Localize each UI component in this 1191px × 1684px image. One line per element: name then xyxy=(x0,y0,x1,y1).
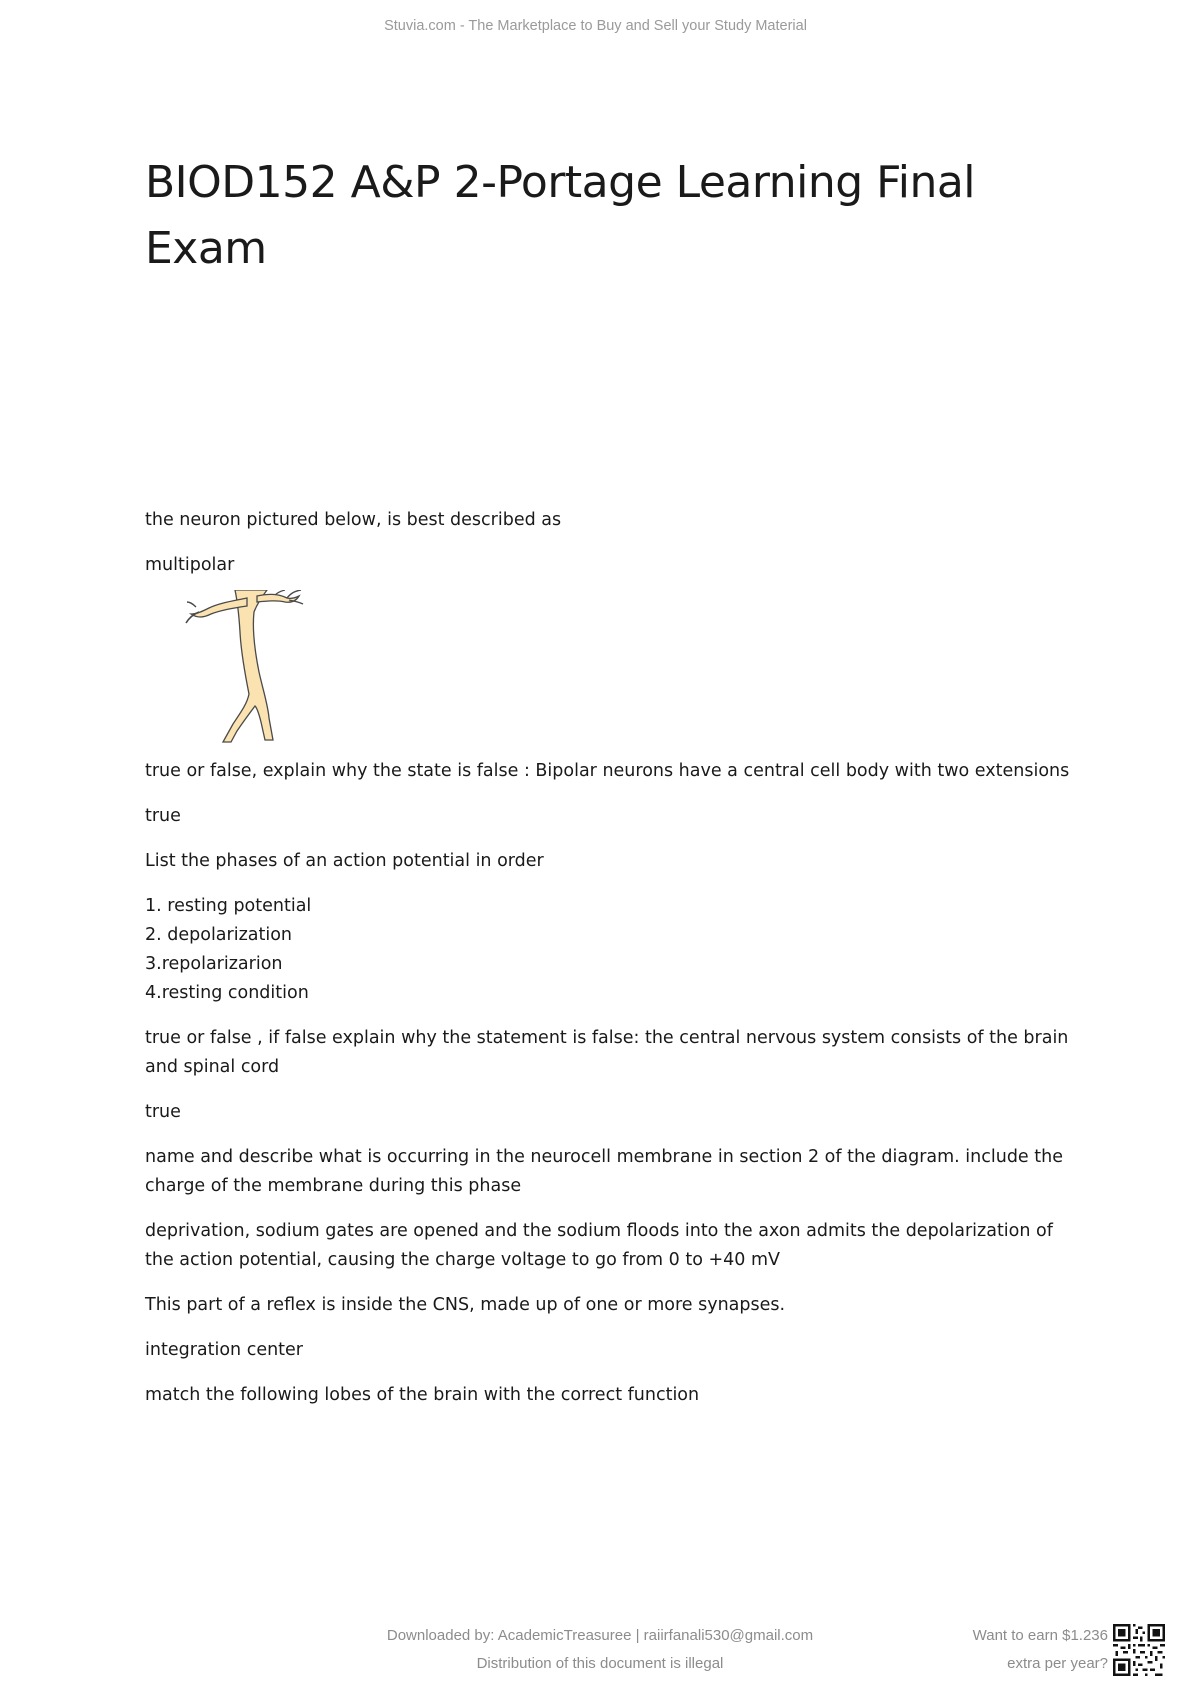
answer-1: multipolar xyxy=(145,555,235,575)
downloaded-by-text: Downloaded by: AcademicTreasuree | raiirfanali530@gmail.com xyxy=(386,1627,814,1644)
neuron-image xyxy=(175,590,305,743)
action-potential-phases xyxy=(145,892,1085,1008)
question-2: true or false, explain why the state is false : Bipolar neurons have a central cell body with two extensions xyxy=(145,761,1070,781)
phase-item: 4.resting condition xyxy=(145,983,309,1003)
question-6: This part of a reflex is inside the CNS, made up of one or more synapses. xyxy=(145,1295,786,1315)
question-4: true or false , if false explain why the statement is false: the central nervous system consists of the brain and spinal cord xyxy=(145,1028,1069,1077)
earn-text-line1: Want to earn $1.236 xyxy=(972,1627,1108,1644)
answer-4: true xyxy=(145,1102,181,1122)
phase-item: 3.repolarizarion xyxy=(145,954,283,974)
footer-download-info xyxy=(340,1622,860,1678)
question-1: the neuron pictured below, is best described as xyxy=(145,510,562,530)
question-5: name and describe what is occurring in the neurocell membrane in section 2 of the diagram. include the charge of the membrane during this phase xyxy=(145,1147,1063,1196)
phase-item: 1. resting potential xyxy=(145,896,312,916)
neuron-trunk xyxy=(223,590,273,742)
answer-2: true xyxy=(145,806,181,826)
distribution-notice: Distribution of this document is illegal xyxy=(476,1655,724,1672)
qr-code-icon[interactable] xyxy=(1113,1624,1165,1676)
earn-text-line2: extra per year? xyxy=(1007,1655,1108,1672)
phase-item: 2. depolarization xyxy=(145,925,293,945)
answer-5: deprivation, sodium gates are opened and the sodium floods into the axon admits the depolarization of the action potential, causing the charge voltage to go from 0 to +40 mV xyxy=(145,1221,1053,1270)
footer-earn-promo[interactable] xyxy=(900,1622,1108,1678)
page-header: Stuvia.com - The Marketplace to Buy and Sell your Study Material xyxy=(384,18,807,34)
question-7: match the following lobes of the brain with the correct function xyxy=(145,1385,700,1405)
document-body xyxy=(145,506,1085,1426)
answer-6: integration center xyxy=(145,1340,303,1360)
question-3: List the phases of an action potential in order xyxy=(145,851,544,871)
document-title: BIOD152 A&P 2-Portage Learning Final Exam xyxy=(145,157,976,274)
